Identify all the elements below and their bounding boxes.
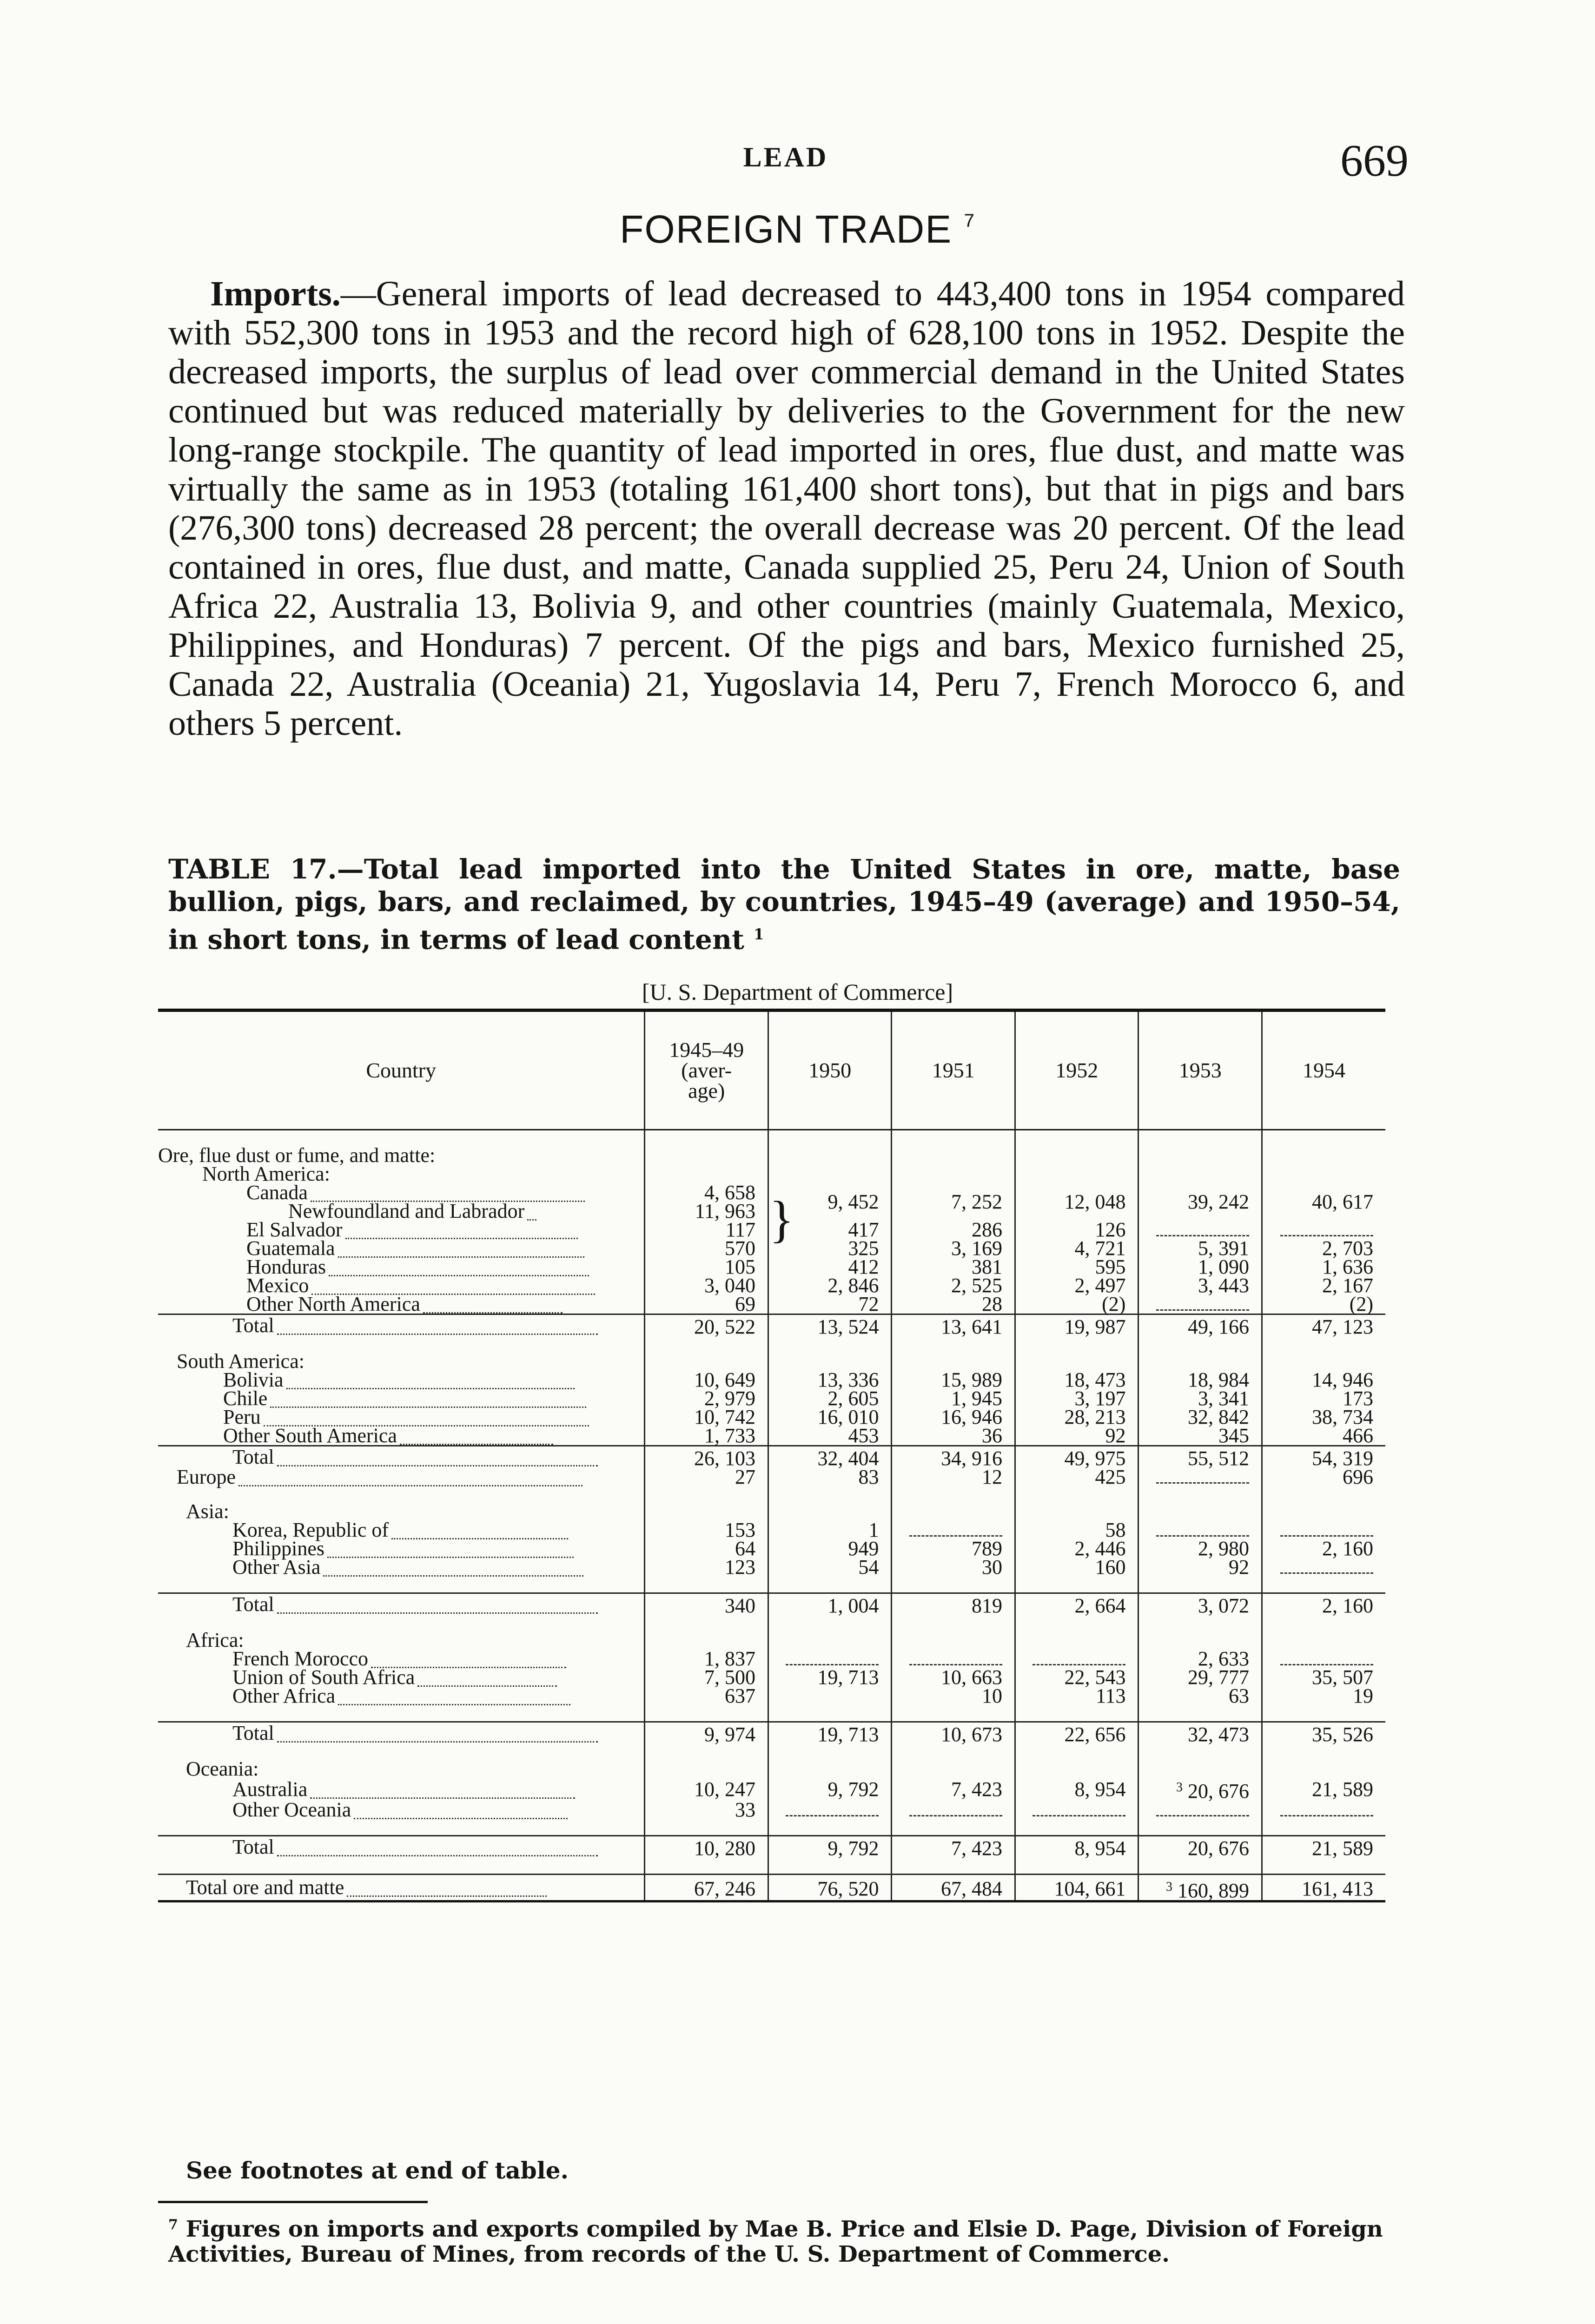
row-label: French Morocco [232,1647,369,1670]
table-row-grand-total: Total ore and matte 67, 246 76, 520 67, 484 104, 661 $^3$ 160, 899 161, 413 [158,1875,1385,1901]
row-label: Europe [177,1466,236,1488]
col-header-1951: 1951 [892,1010,1015,1130]
table-row: Europe 27 83 12 425 696 [158,1468,1385,1486]
row-label: Union of South Africa [232,1666,415,1689]
section-row [158,1760,1385,1778]
row-label: Bolivia [223,1368,284,1391]
table-row: Australia 10, 247 9, 792 7, 423 8, 954 $^3$ 20, 676 21, 589 [158,1778,1385,1801]
row-label: El Salvador [246,1218,343,1241]
paragraph-lead-in: Imports. [210,274,341,313]
row-label: Chile [223,1387,268,1410]
table-row-total: Total 26, 103 32, 404 34, 916 49, 975 55, 512 54, 319 [158,1446,1385,1468]
row-label: Peru [223,1406,261,1428]
table-row-total: Total 340 1, 004 819 2, 664 3, 072 2, 160 [158,1593,1385,1616]
note-mark: 3 [1176,1780,1183,1795]
table-row-total: Total 9, 974 19, 713 10, 673 22, 656 32, 473 35, 526 [158,1722,1385,1744]
row-label: Total ore and matte [186,1876,344,1899]
row-label: Canada [246,1181,308,1204]
table-row: Chile 2, 979 2, 605 1, 945 3, 197 3, 341 173 [158,1389,1385,1408]
running-head [163,135,1409,186]
row-label: Korea, Republic of [232,1519,389,1541]
table-row: El Salvador 117 417 286 126 [158,1221,1385,1239]
table-row: Peru 10, 742 16, 010 16, 946 28, 213 32, 842 38, 734 [158,1408,1385,1426]
table-row: Union of South Africa 7, 500 19, 713 10, 663 22, 543 29, 777 35, 507 [158,1668,1385,1687]
table-row: Guatemala 570 325 3, 169 4, 721 5, 391 2, 703 [158,1239,1385,1258]
row-label: Guatemala [246,1237,335,1260]
row-label: Mexico [246,1274,309,1297]
paragraph-text: —General imports of lead decreased to 443,400 tons in 1954 compared with 552,300 tons in 1953 and the record high of 628,100 tons in 1952. Despite the decreased imports, the surplus of lead over commercial demand in the United States continued but was reduced materially by deliveries to the Government for the new long-range stockpile. The quantity of lead imported in ores, flue dust, and matte was virtually the same as in 1953 (totaling 161,400 short tons), but that in pigs and bars (276,300 tons) decreased 28 percent; the overall decrease was 20 percent. Of the lead contained in ores, flue dust, and matte, Canada supplied 25, Peru 24, Union of South Africa 22, Australia 13, Bolivia 9, and other countries (mainly Guatemala, Mexico, Philippines, and Honduras) 7 percent. Of the pigs and bars, Mexico furnished 25, Canada 22, Australia (Oceania) 21, Yugoslavia 14, Peru 7, French Morocco 6, and others 5 percent. [168,274,1405,743]
section-row [158,1631,1385,1650]
table-row-total: Total 10, 280 9, 792 7, 423 8, 954 20, 676 21, 589 [158,1836,1385,1858]
section-heading [0,207,1595,252]
table-row: Canada 4, 658 9, 452 7, 252 12, 048 39, 242 40, 617 [158,1183,1385,1202]
table-header-row [158,1010,1385,1130]
row-label: Total [232,1593,274,1616]
col-header-1953: 1953 [1138,1010,1262,1130]
table-source: [U. S. Department of Commerce] [642,979,953,1005]
table-row: Other Africa 637 10 113 63 19 [158,1687,1385,1705]
section-label: Oceania: [186,1757,259,1780]
footnote-text: Figures on imports and exports compiled by Mae B. Price and Elsie D. Page, Division of Foreign Activities, Bureau of Mines, from records of the U. S. Department of Commerce. [168,2216,1383,2267]
col-header-1952: 1952 [1015,1010,1138,1130]
section-label: North America: [202,1162,330,1185]
table-row: French Morocco 1, 837 2, 633 [158,1650,1385,1668]
row-label: Australia [232,1778,308,1801]
row-label: Other Asia [232,1556,321,1578]
table-row-total: Total 20, 522 13, 524 13, 641 19, 987 49, 166 47, 123 [158,1314,1385,1337]
row-label: Newfoundland and Labrador [288,1200,525,1222]
running-head-title: LEAD [743,142,828,172]
footnote [168,2212,1396,2267]
canada-newfoundland-1950: 9, 452 [768,1183,892,1221]
table-row: Honduras 105 412 381 595 1, 090 1, 636 [158,1258,1385,1276]
table-row: Bolivia 10, 649 13, 336 15, 989 18, 473 18, 984 14, 946 [158,1371,1385,1389]
section-label: Asia: [186,1500,229,1523]
table-caption [168,853,1400,956]
row-label: Total [232,1314,274,1337]
table-label: TABLE 17. [168,853,337,885]
table-row: Mexico 3, 040 2, 846 2, 525 2, 497 3, 443 2, 167 [158,1276,1385,1295]
section-label: South America: [177,1350,304,1373]
lead-imports-table [158,1009,1385,1902]
col-header-1954: 1954 [1262,1010,1385,1130]
row-label: Philippines [232,1537,325,1560]
table-row: Korea, Republic of 153 1 58 [158,1521,1385,1539]
section-footnote-mark: 7 [964,211,975,231]
table-caption-text: —Total lead imported into the United States in ore, matte, base bullion, pigs, bars, and reclaimed, by countries, 1945–49 (average) and 1950–54, in short tons, in terms of lead content [168,853,1400,956]
table-row: Philippines 64 949 789 2, 446 2, 980 2, 160 [158,1539,1385,1558]
row-label: Other Oceania [232,1798,351,1821]
row-label: Honduras [246,1255,326,1278]
table-row: Other South America 1, 733 453 36 92 345 466 [158,1426,1385,1446]
row-label: Total [232,1722,274,1744]
note-mark: 3 [1165,1880,1172,1894]
row-label: Total [232,1835,274,1858]
page-number: 669 [1340,136,1409,186]
section-row [158,1502,1385,1521]
section-row [158,1146,1385,1165]
see-footnotes-note: See footnotes at end of table. [186,2157,569,2184]
row-label: Total [232,1446,274,1468]
section-row [158,1352,1385,1371]
footnote-rule [158,2201,428,2203]
section-label: Ore, flue dust or fume, and matte: [158,1144,436,1167]
section-heading-text: FOREIGN TRADE [620,207,953,251]
imports-paragraph [168,274,1405,743]
table-row: Newfoundland and Labrador 11, 963 [158,1202,1385,1221]
row-label: Other Africa [232,1684,336,1707]
table-caption-mark: 1 [754,925,764,943]
row-label: Other North America [246,1293,420,1315]
brace-icon: } [769,1191,794,1248]
table-row: Other North America 69 72 28 (2) (2) [158,1295,1385,1314]
section-row [158,1165,1385,1183]
col-header-1950: 1950 [768,1010,892,1130]
footnote-mark: 7 [168,2217,178,2233]
row-label: Other South America [223,1424,397,1447]
col-header-country: Country [366,1058,437,1082]
section-label: Africa: [186,1629,244,1651]
col-header-1945-49: 1945–49 (aver- age) [645,1010,768,1130]
table-row: Other Oceania 33 [158,1801,1385,1819]
table-row: Other Asia 123 54 30 160 92 [158,1558,1385,1577]
